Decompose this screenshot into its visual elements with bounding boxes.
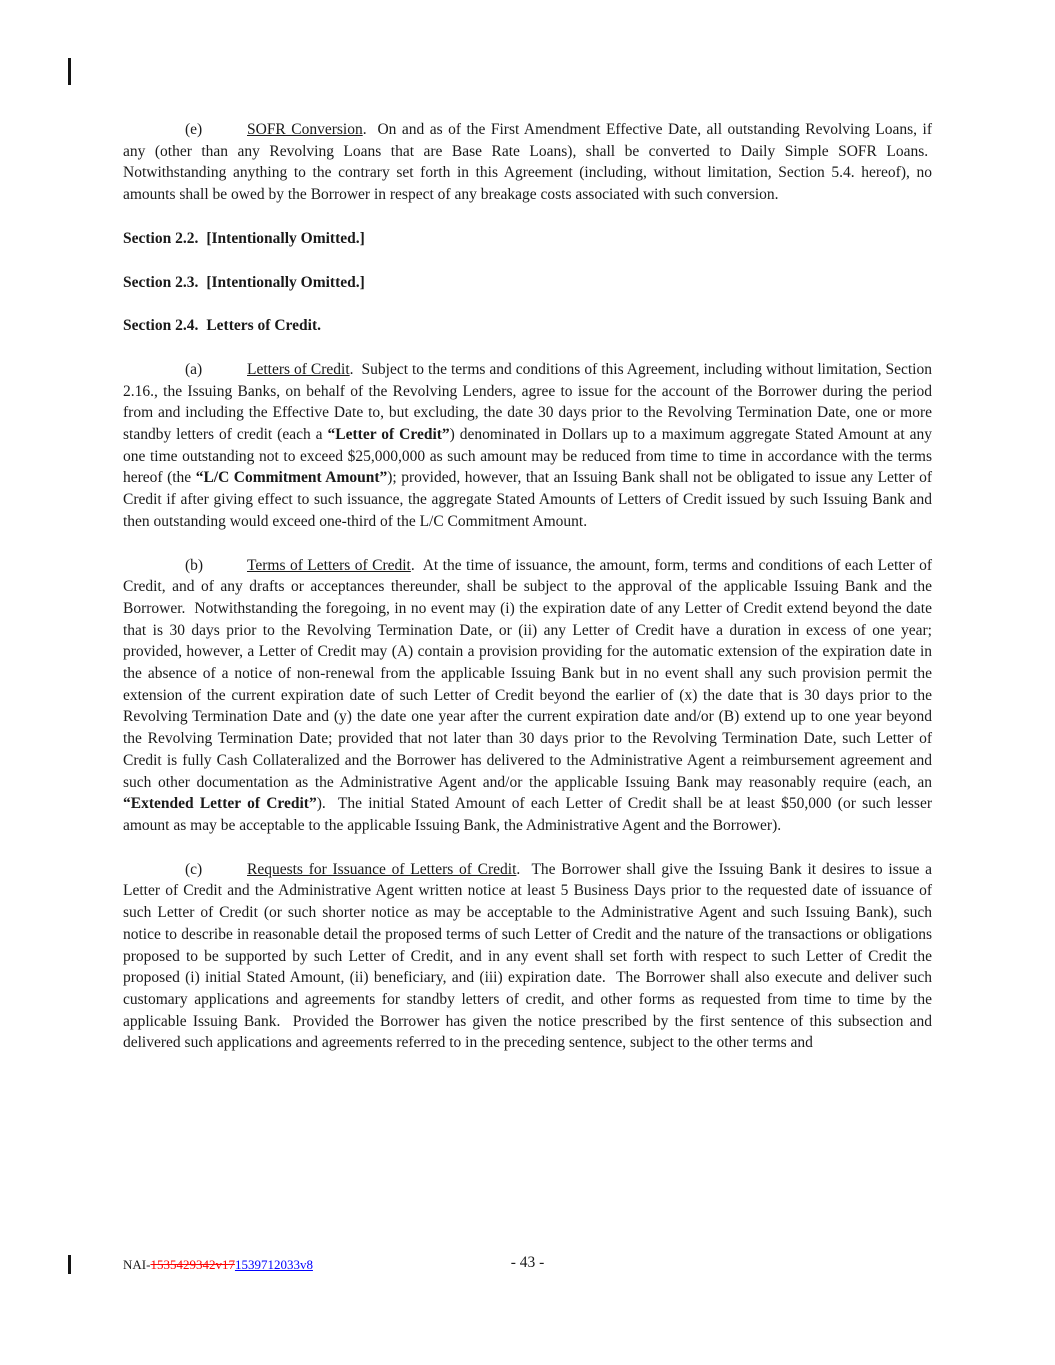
footer-deleted-id: 1535429342v17 [150,1257,235,1272]
paragraph-label-a: (a) [185,360,203,378]
paragraph-text-a: Letters of Credit. Subject to the terms and conditions of this Agreement, including without limitation, Section 2.16., the Issuing Banks, on behalf of the Revolving Lenders, agree to issue for the account of the Borrower during the period from and including the Effective Date to, but excluding, the date 30 days prior to the Revolving Termination Date, one or more standby letters of credit (each a “Letter of Credit”) denominated in Dollars up to a maximum aggregate Stated Amount at any one time outstanding not to exceed $25,000,000 as such amount may be reduced from time to time in accordance with the terms hereof (the “L/C Commitment Amount”); provided, however, that an Issuing Bank shall not be obligated to issue any Letter of Credit if after giving effect to such issuance, the aggregate Stated Amounts of Letters of Credit issued by such Issuing Bank and then outstanding would exceed one-third of the L/C Commitment Amount. [123,360,932,530]
paragraph-label-e: (e) [185,121,203,138]
section-heading-2-2 [123,228,932,250]
footer-id-prefix: NAI- [123,1257,151,1272]
section-heading-2-3 [123,272,932,294]
paragraph-c-requests-for-issuance [123,859,932,1054]
paragraph-b-terms-of-letters-of-credit [123,555,932,837]
page-body [123,119,932,1054]
paragraph-e-sofr-conversion [123,119,932,206]
section-number-2-4: Section 2.4. [123,317,199,335]
section-heading-2-4 [123,315,932,337]
paragraph-a-letters-of-credit [123,359,932,533]
section-number-2-2: Section 2.2. [123,229,199,247]
paragraph-text-e: SOFR Conversion. On and as of the First Amendment Effective Date, all outstanding Revolving Loans, if any (other than any Revolving Loans that are Base Rate Loans), shall be converted to Daily Simple SOFR Loans. Notwithstanding anything to the contrary set forth in this Agreement (including, without limitation, Section 5.4. hereof), no amounts shall be owed by the Borrower in respect of any breakage costs associated with such conversion. [123,121,932,204]
footer-inserted-id: 1539712033v8 [234,1257,313,1272]
revision-change-bar-top [68,58,71,85]
page-footer [0,1254,1055,1278]
paragraph-label-c: (c) [185,860,203,878]
paragraph-text-b: Terms of Letters of Credit. At the time of issuance, the amount, form, terms and conditions of each Letter of Credit, and of any drafts or acceptances thereunder, shall be subject to the approval of the applicable Issuing Bank and the Borrower. Notwithstanding the foregoing, in no event may (i) the expiration date of any Letter of Credit extend beyond the date that is 30 days prior to the Revolving Termination Date, or (ii) any Letter of Credit have a duration in excess of one year; provided, however, a Letter of Credit may (A) contain a provision providing for the automatic extension of the expiration date in the absence of a notice of non-renewal from the applicable Issuing Bank but in no event shall any such provision permit the extension of the current expiration date of such Letter of Credit beyond the earlier of (x) the date that is 30 days prior to the Revolving Termination Date and (y) the date one year after the current expiration date and/or (B) extend up to one year beyond the Revolving Termination Date; provided that not later than 30 days prior to the Revolving Termination Date, such Letter of Credit is fully Cash Collateralized and the Borrower has delivered to the Administrative Agent a reimbursement agreement and such other documentation as the Administrative Agent and/or the applicable Issuing Bank may reasonably require (each, an “Extended Letter of Credit”). The initial Stated Amount of each Letter of Credit shall be at least $50,000 (or such lesser amount as may be acceptable to the applicable Issuing Bank, the Administrative Agent and the Borrower). [123,556,932,834]
paragraph-text-c: Requests for Issuance of Letters of Credit. The Borrower shall give the Issuing Bank it desires to issue a Letter of Credit and the Administrative Agent written notice at least 5 Business Days prior to the requested date of issuance of such Letter of Credit (or such shorter notice as may be acceptable to the Administrative Agent and such Issuing Bank), such notice to describe in reasonable detail the proposed terms of such Letter of Credit and the nature of the transactions or obligations proposed to be supported by such Letter of Credit, and in any event shall set forth with respect to such Letter of Credit the proposed (i) initial Stated Amount, (ii) beneficiary, and (iii) expiration date. The Borrower shall also execute and deliver such customary applications and agreements for standby letters of credit, and other forms as requested from time to time by the applicable Issuing Bank. Provided the Borrower has given the notice prescribed by the first sentence of this subsection and delivered such applications and agreements referred to in the preceding sentence, subject to the other terms and [123,860,932,1052]
page-number: - 43 - [510,1254,545,1271]
paragraph-label-b: (b) [185,556,204,574]
section-title-2-4: Letters of Credit. [206,317,321,335]
section-title-2-2: [Intentionally Omitted.] [206,229,365,247]
section-number-2-3: Section 2.3. [123,273,199,291]
section-title-2-3: [Intentionally Omitted.] [206,273,365,291]
